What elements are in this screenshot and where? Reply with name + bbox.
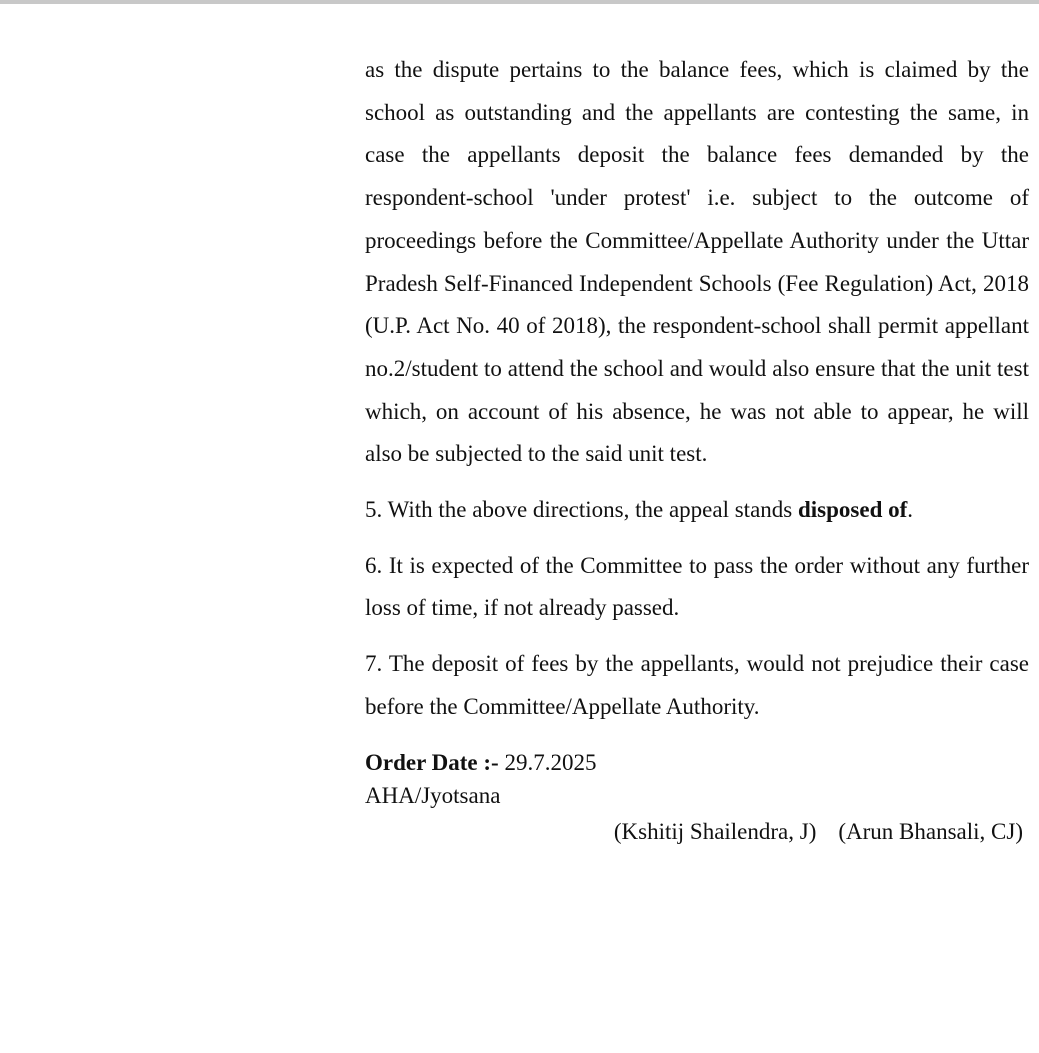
document-body — [365, 49, 1029, 845]
paragraph-6: 6. It is expected of the Committee to pass the order without any further loss of time, if not already passed. — [365, 552, 1029, 621]
paragraph-5-text: 5. With the above directions, the appeal stands — [365, 497, 798, 523]
paragraph-5 — [365, 489, 1029, 532]
paragraph-continuation: as the dispute pertains to the balance fees, which is claimed by the school as outstanding and the appellants are contesting the same, in case the appellants deposit the balance fees demanded by the respondent-school 'under protest' i.e. subject to the outcome of proceedings before the Committee/Appellate Authority under the Uttar Pradesh Self-Financed Independent Schools (Fee Regulation) Act, 2018 (U.P. Act No. 40 of 2018), the respondent-school shall permit appellant no.2/student to attend the school and would also ensure that the unit test which, on account of his absence, he was not able to appear, he will also be subjected to the said unit test. — [365, 57, 1029, 467]
paragraph-5-bold-text: disposed of — [797, 497, 908, 523]
signature-judge: (Kshitij Shailendra, J) — [613, 818, 817, 844]
signature-block — [365, 819, 1029, 845]
order-info — [365, 746, 1029, 812]
order-date-value: 29.7.2025 — [498, 749, 597, 775]
paragraph-7: 7. The deposit of fees by the appellants, would not prejudice their case before the Committee/Appellate Authority. — [365, 651, 1029, 719]
paragraph-5-end: . — [907, 497, 914, 523]
signature-chief-justice: (Arun Bhansali, CJ) — [838, 818, 1023, 844]
order-date-label: Order Date :- — [365, 749, 499, 775]
order-date — [365, 746, 1029, 779]
initials: AHA/Jyotsana — [365, 782, 501, 808]
top-divider — [0, 0, 1039, 4]
